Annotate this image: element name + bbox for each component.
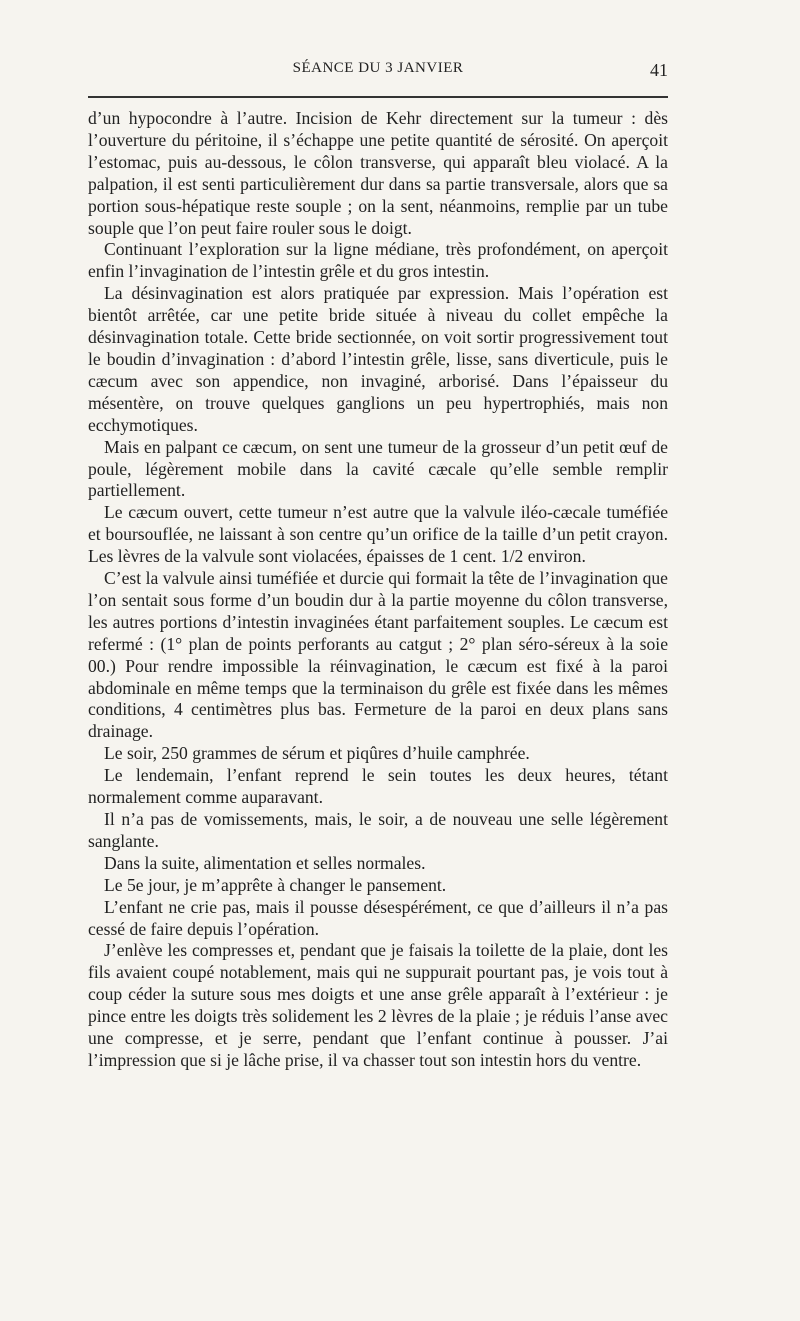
paragraph: Dans la suite, alimentation et selles normales. [104, 852, 426, 873]
paragraph: Le lendemain, l’enfant reprend le sein toutes les deux heures, tétant normalement comme auparavant. [88, 765, 668, 808]
paragraph: C’est la valvule ainsi tuméfiée et durcie qui formait la tête de l’invagination que l’on sentait sous forme d’un boudin dur à la partie moyenne du côlon transverse, les autres portions d’intestin invaginées étant parfaitement souples. Le cæcum est refermé : (1° plan de points perforants au catgut ; 2° plan séro-séreux à la soie 00.) Pour rendre impossible la réinvagination, le cæcum est fixé à la paroi abdominale en même temps que la terminaison du grêle est fixée dans les mêmes conditions, 4 centimètres plus bas. Fermeture de la paroi en deux plans sans drainage. [88, 568, 668, 742]
header-rule [88, 96, 668, 98]
paragraph: Le 5e jour, je m’apprête à changer le pansement. [104, 874, 447, 895]
page-header [88, 60, 668, 86]
paragraph: Continuant l’exploration sur la ligne médiane, très profondément, on aperçoit enfin l’invagination de l’intestin grêle et du gros intestin. [88, 239, 668, 282]
paragraph: Mais en palpant ce cæcum, on sent une tumeur de la grosseur d’un petit œuf de poule, légèrement mobile dans la cavité cæcale qu’elle semble remplir partiellement. [88, 436, 668, 501]
paragraph: L’enfant ne crie pas, mais il pousse désespérément, ce que d’ailleurs il n’a pas cessé de faire depuis l’opération. [88, 896, 668, 939]
paragraph: J’enlève les compresses et, pendant que je faisais la toilette de la plaie, dont les fils avaient coupé notablement, mais qui ne suppurait pourtant pas, je vois tout à coup céder la suture sous mes doigts et une anse grêle apparaît à l’extérieur : je pince entre les doigts très solidement les 2 lèvres de la plaie ; je réduis l’anse avec une compresse, et je serre, pendant que l’enfant continue à pousser. J’ai l’impression que si je lâche prise, il va chasser tout son intestin hors du ventre. [88, 940, 668, 1070]
paragraph: Il n’a pas de vomissements, mais, le soir, a de nouveau une selle légèrement sanglante. [88, 809, 668, 851]
paragraph: La désinvagination est alors pratiquée par expression. Mais l’opération est bientôt arrêtée, car une petite bride située à niveau du collet empêche la désinvagination totale. Cette bride sectionnée, on voit sortir progressivement tout le boudin d’invagination : d’abord l’intestin grêle, lisse, sans diverticule, puis le cæcum avec son appendice, non invaginé, arborisé. Dans l’épaisseur du mésentère, on trouve quelques ganglions un peu hypertrophiés, mais non ecchymotiques. [88, 283, 668, 435]
paragraph: Le soir, 250 grammes de sérum et piqûres d’huile camphrée. [104, 743, 530, 764]
page-number: 41 [650, 60, 668, 80]
paragraph: Le cæcum ouvert, cette tumeur n’est autre que la valvule iléo-cæcale tuméfiée et boursouflée, ne laissant à son centre qu’un orifice de la taille d’un petit crayon. Les lèvres de la valvule sont violacées, épaisses de 1 cent. 1/2 environ. [88, 502, 668, 567]
running-title: SÉANCE DU 3 JANVIER [292, 60, 464, 76]
body-text [88, 108, 668, 1072]
paragraph: d’un hypocondre à l’autre. Incision de Kehr directement sur la tumeur : dès l’ouverture du péritoine, il s’échappe une petite quantité de sérosité. On aperçoit l’estomac, puis au-dessous, le côlon transverse, qui apparaît bleu violacé. A la palpation, il est senti particulièrement dur dans sa partie transversale, alors que sa portion sous-hépatique reste souple ; on la sent, néanmoins, remplie par un tube souple que l’on peut faire rouler sous le doigt. [88, 108, 668, 238]
